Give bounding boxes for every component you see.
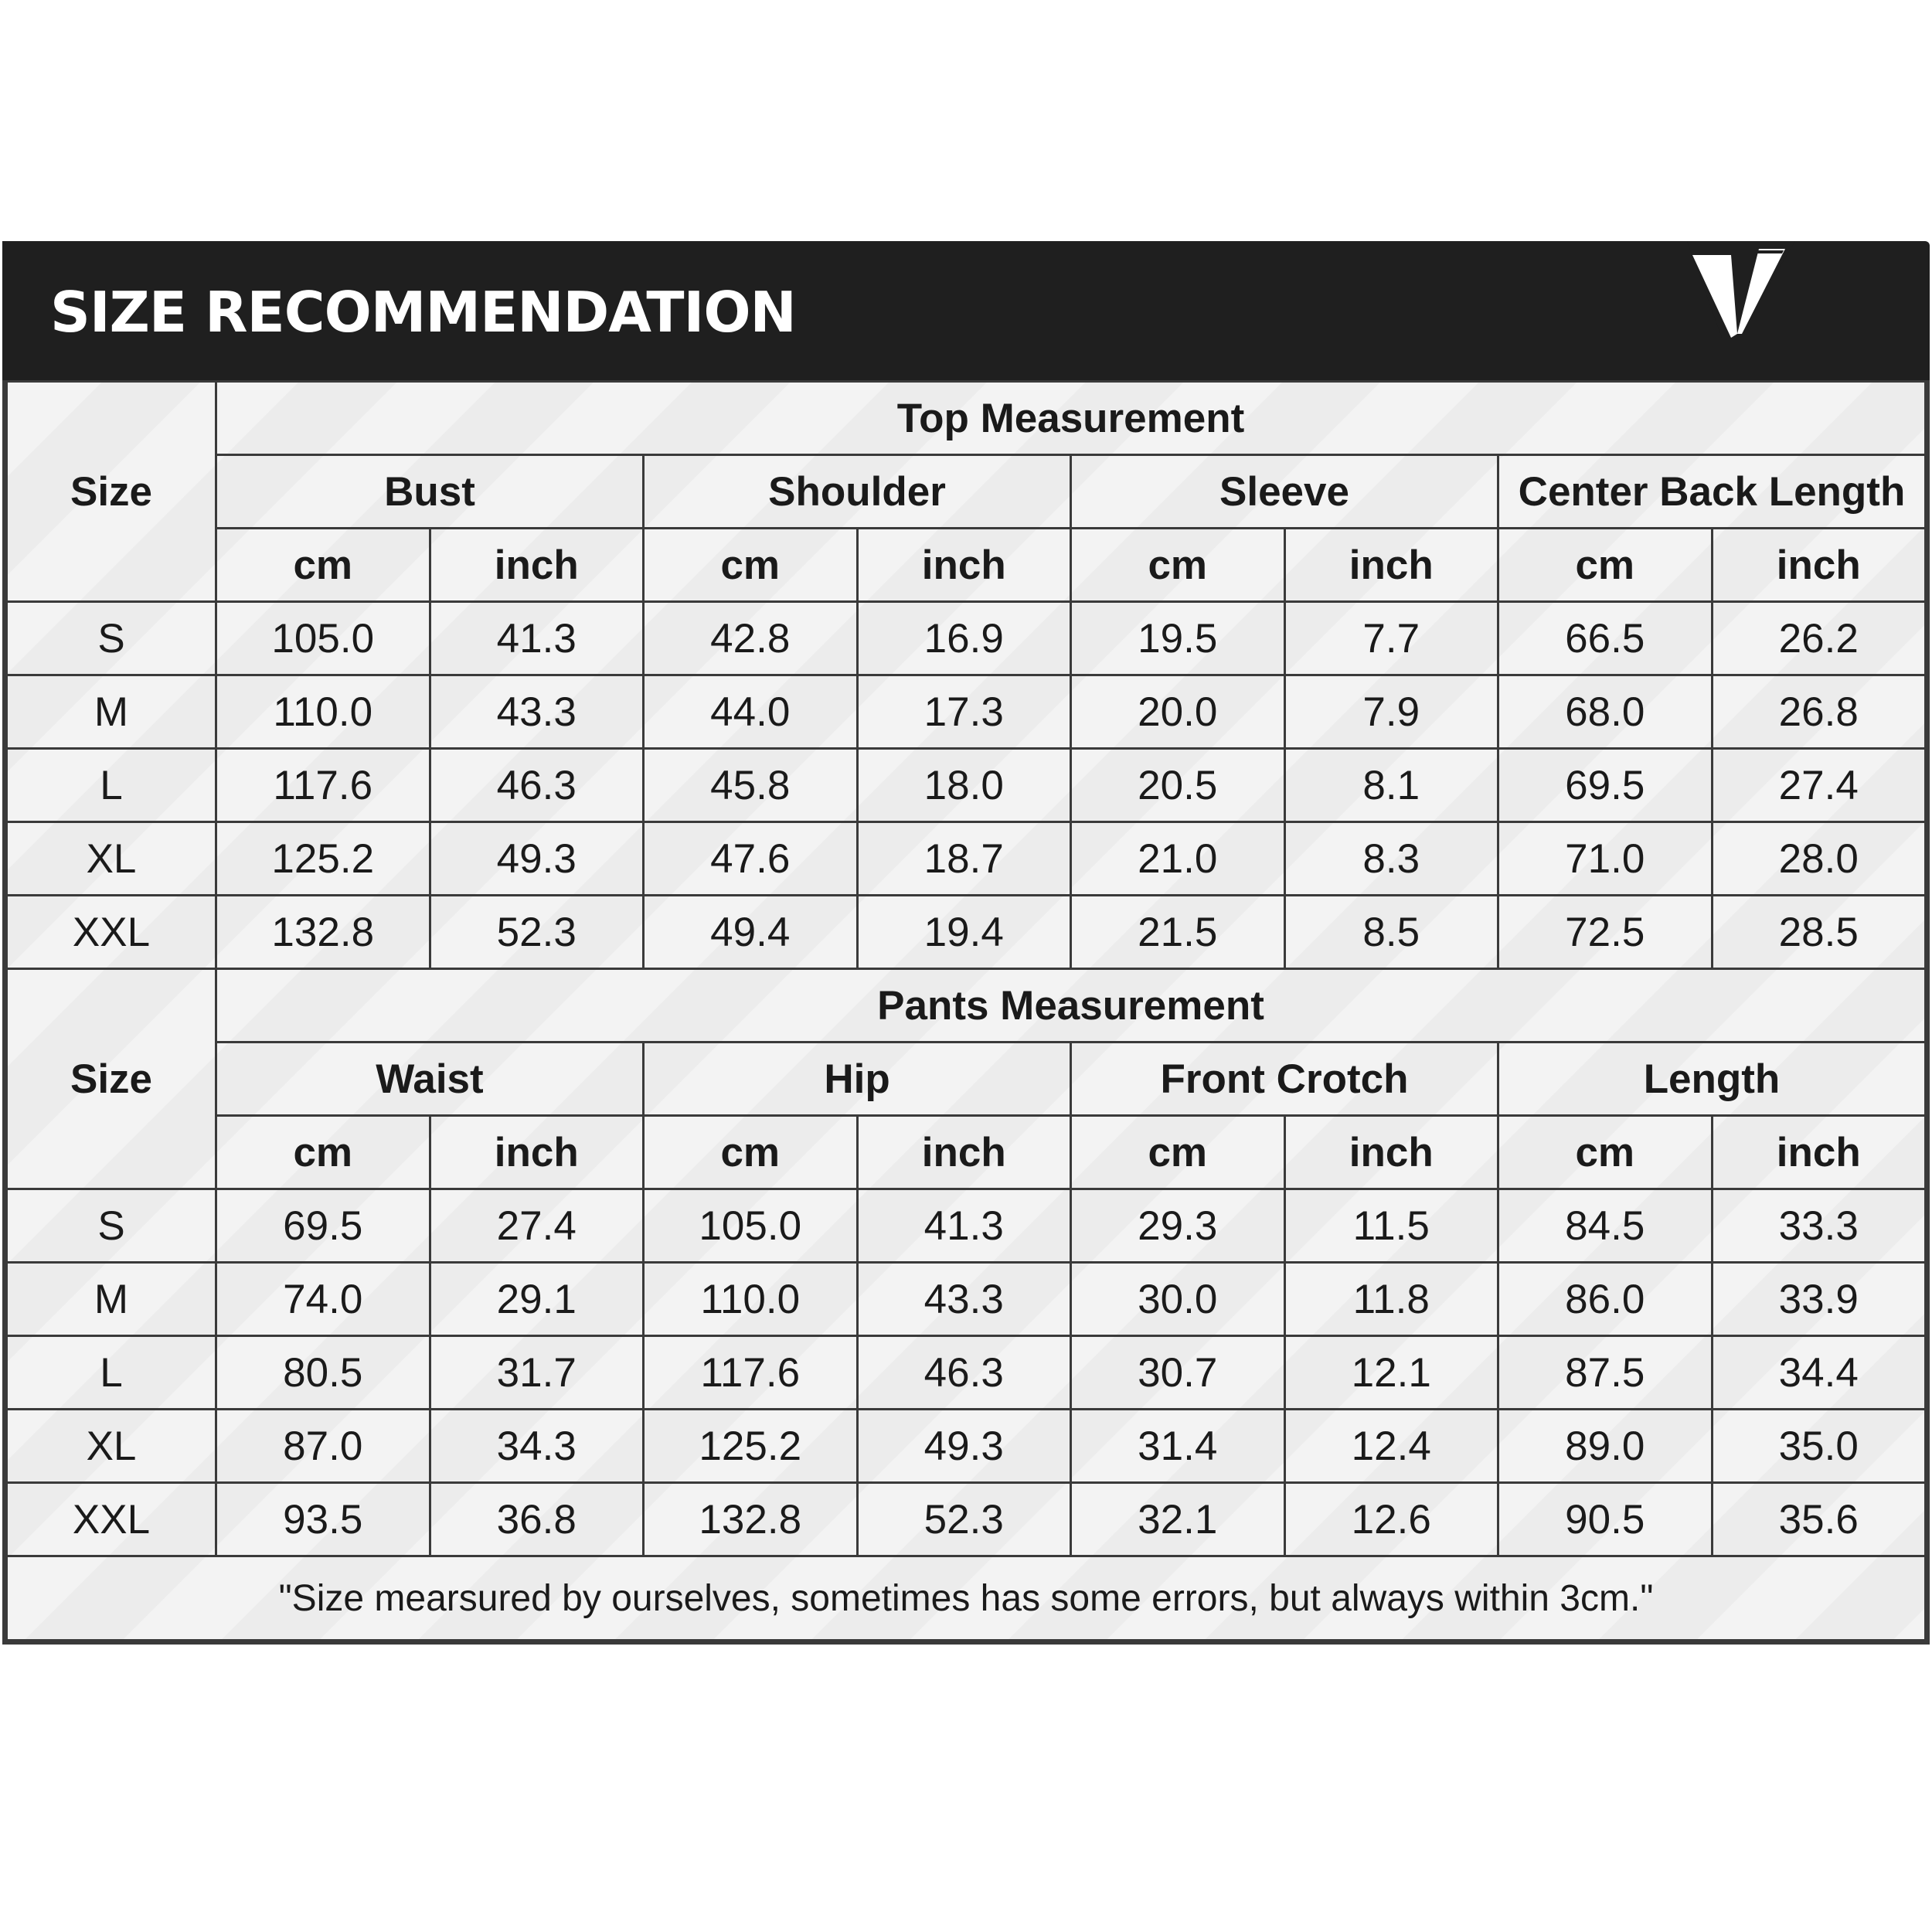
value-cell: 66.5 [1498, 602, 1713, 675]
value-cell: 21.5 [1071, 896, 1285, 969]
value-cell: 28.5 [1712, 896, 1926, 969]
table-row [7, 896, 1926, 969]
value-cell: 32.1 [1071, 1483, 1285, 1556]
value-cell: 84.5 [1498, 1189, 1713, 1263]
measure-header: Hip [644, 1043, 1071, 1116]
value-cell: 87.0 [216, 1410, 430, 1483]
value-cell: 47.6 [644, 822, 858, 896]
unit-header: inch [857, 529, 1071, 602]
value-cell: 18.0 [857, 749, 1071, 822]
unit-header: inch [1284, 529, 1498, 602]
value-cell: 41.3 [430, 602, 644, 675]
top-section [7, 382, 1926, 602]
size-cell: XXL [7, 1483, 216, 1556]
unit-header: inch [1712, 529, 1926, 602]
footer-note: "Size mearsured by ourselves, sometimes has some errors, but always within 3cm." [7, 1556, 1926, 1641]
unit-header: inch [857, 1116, 1071, 1189]
value-cell: 12.6 [1284, 1483, 1498, 1556]
value-cell: 8.1 [1284, 749, 1498, 822]
value-cell: 44.0 [644, 675, 858, 749]
page-title: SIZE RECOMMENDATION [50, 280, 796, 345]
value-cell: 31.7 [430, 1336, 644, 1410]
value-cell: 16.9 [857, 602, 1071, 675]
measure-header: Center Back Length [1498, 455, 1926, 529]
unit-header: inch [1284, 1116, 1498, 1189]
value-cell: 110.0 [644, 1263, 858, 1336]
size-cell: XL [7, 1410, 216, 1483]
value-cell: 80.5 [216, 1336, 430, 1410]
size-cell: M [7, 675, 216, 749]
value-cell: 49.3 [430, 822, 644, 896]
title-bar [2, 241, 1930, 380]
table-row [7, 1263, 1926, 1336]
value-cell: 52.3 [857, 1483, 1071, 1556]
value-cell: 49.3 [857, 1410, 1071, 1483]
value-cell: 35.0 [1712, 1410, 1926, 1483]
value-cell: 18.7 [857, 822, 1071, 896]
unit-header: cm [1498, 529, 1713, 602]
top-rows [7, 602, 1926, 969]
value-cell: 12.1 [1284, 1336, 1498, 1410]
unit-header: inch [430, 1116, 644, 1189]
table-row [7, 602, 1926, 675]
value-cell: 30.0 [1071, 1263, 1285, 1336]
unit-header: inch [1712, 1116, 1926, 1189]
value-cell: 17.3 [857, 675, 1071, 749]
value-cell: 12.4 [1284, 1410, 1498, 1483]
size-cell: S [7, 1189, 216, 1263]
measure-header: Length [1498, 1043, 1926, 1116]
value-cell: 11.8 [1284, 1263, 1498, 1336]
value-cell: 93.5 [216, 1483, 430, 1556]
size-header: Size [7, 969, 216, 1189]
size-cell: M [7, 1263, 216, 1336]
unit-header: cm [1071, 1116, 1285, 1189]
value-cell: 43.3 [857, 1263, 1071, 1336]
measure-header: Bust [216, 455, 644, 529]
size-cell: XXL [7, 896, 216, 969]
value-cell: 33.3 [1712, 1189, 1926, 1263]
value-cell: 21.0 [1071, 822, 1285, 896]
value-cell: 27.4 [430, 1189, 644, 1263]
pants-rows [7, 1189, 1926, 1556]
size-chart [2, 241, 1930, 1645]
unit-header: cm [644, 1116, 858, 1189]
value-cell: 29.3 [1071, 1189, 1285, 1263]
value-cell: 26.2 [1712, 602, 1926, 675]
measurement-table-wrap [2, 380, 1930, 1645]
value-cell: 46.3 [430, 749, 644, 822]
value-cell: 89.0 [1498, 1410, 1713, 1483]
unit-header: cm [216, 1116, 430, 1189]
value-cell: 33.9 [1712, 1263, 1926, 1336]
group-title-pants: Pants Measurement [216, 969, 1926, 1043]
value-cell: 7.7 [1284, 602, 1498, 675]
value-cell: 31.4 [1071, 1410, 1285, 1483]
value-cell: 41.3 [857, 1189, 1071, 1263]
value-cell: 52.3 [430, 896, 644, 969]
value-cell: 35.6 [1712, 1483, 1926, 1556]
value-cell: 110.0 [216, 675, 430, 749]
value-cell: 42.8 [644, 602, 858, 675]
value-cell: 8.5 [1284, 896, 1498, 969]
measure-header: Shoulder [644, 455, 1071, 529]
chevron-v-logo-icon [1683, 241, 1799, 380]
value-cell: 125.2 [216, 822, 430, 896]
value-cell: 49.4 [644, 896, 858, 969]
value-cell: 19.4 [857, 896, 1071, 969]
measure-header: Front Crotch [1071, 1043, 1498, 1116]
value-cell: 34.4 [1712, 1336, 1926, 1410]
value-cell: 86.0 [1498, 1263, 1713, 1336]
unit-header: inch [430, 529, 644, 602]
value-cell: 36.8 [430, 1483, 644, 1556]
measure-header: Sleeve [1071, 455, 1498, 529]
size-cell: L [7, 749, 216, 822]
value-cell: 19.5 [1071, 602, 1285, 675]
unit-header: cm [1071, 529, 1285, 602]
group-title-top: Top Measurement [216, 382, 1926, 455]
value-cell: 28.0 [1712, 822, 1926, 896]
value-cell: 90.5 [1498, 1483, 1713, 1556]
value-cell: 132.8 [216, 896, 430, 969]
value-cell: 69.5 [1498, 749, 1713, 822]
unit-header: cm [216, 529, 430, 602]
size-header: Size [7, 382, 216, 602]
value-cell: 8.3 [1284, 822, 1498, 896]
size-cell: S [7, 602, 216, 675]
table-row [7, 749, 1926, 822]
pants-section [7, 969, 1926, 1189]
value-cell: 30.7 [1071, 1336, 1285, 1410]
value-cell: 26.8 [1712, 675, 1926, 749]
unit-header: cm [1498, 1116, 1713, 1189]
value-cell: 20.0 [1071, 675, 1285, 749]
measurement-table [5, 380, 1927, 1641]
value-cell: 74.0 [216, 1263, 430, 1336]
value-cell: 11.5 [1284, 1189, 1498, 1263]
value-cell: 117.6 [216, 749, 430, 822]
size-cell: L [7, 1336, 216, 1410]
value-cell: 43.3 [430, 675, 644, 749]
value-cell: 105.0 [216, 602, 430, 675]
value-cell: 132.8 [644, 1483, 858, 1556]
table-row [7, 1483, 1926, 1556]
value-cell: 71.0 [1498, 822, 1713, 896]
value-cell: 72.5 [1498, 896, 1713, 969]
table-row [7, 675, 1926, 749]
value-cell: 7.9 [1284, 675, 1498, 749]
value-cell: 20.5 [1071, 749, 1285, 822]
value-cell: 46.3 [857, 1336, 1071, 1410]
size-cell: XL [7, 822, 216, 896]
unit-header: cm [644, 529, 858, 602]
value-cell: 117.6 [644, 1336, 858, 1410]
value-cell: 105.0 [644, 1189, 858, 1263]
value-cell: 27.4 [1712, 749, 1926, 822]
table-row [7, 822, 1926, 896]
value-cell: 29.1 [430, 1263, 644, 1336]
value-cell: 45.8 [644, 749, 858, 822]
measure-header: Waist [216, 1043, 644, 1116]
value-cell: 34.3 [430, 1410, 644, 1483]
value-cell: 125.2 [644, 1410, 858, 1483]
value-cell: 69.5 [216, 1189, 430, 1263]
table-row [7, 1410, 1926, 1483]
value-cell: 87.5 [1498, 1336, 1713, 1410]
table-row [7, 1336, 1926, 1410]
value-cell: 68.0 [1498, 675, 1713, 749]
table-row [7, 1189, 1926, 1263]
